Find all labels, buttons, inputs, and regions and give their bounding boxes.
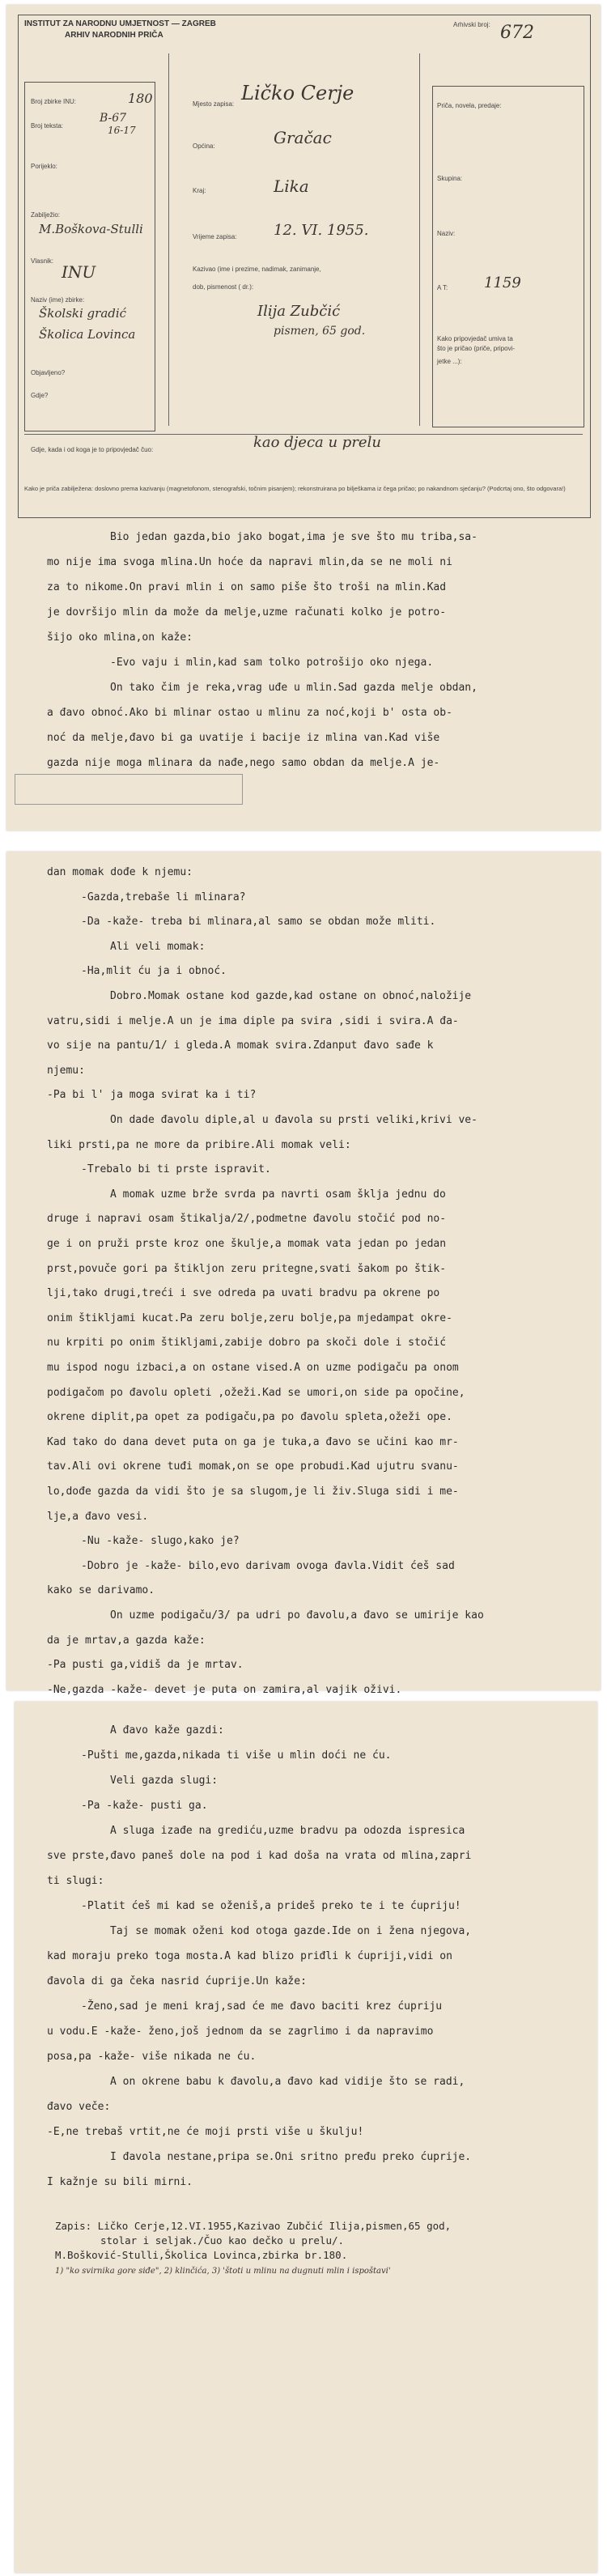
region-label: Kraj: <box>193 187 206 194</box>
text-line: -Trebalo bi ti prste ispravit. <box>81 1163 271 1176</box>
text-line: druge i napravi osam štikalja/2/,podmetne đavolu stočić pod no- <box>47 1213 447 1226</box>
text-line: -Ha,mlit ću ja i obnoć. <box>81 965 227 978</box>
text-line: On uzme podigaču/3/ pa udri po đavolu,a đavo se umirije kao <box>110 1609 484 1622</box>
origin-label: Porijeklo: <box>31 163 57 170</box>
text-line: liki prsti,pa ne more da pribire.Ali momak veli: <box>47 1138 351 1151</box>
text-line: ti slugi: <box>47 1875 104 1887</box>
text-line: Bio jedan gazda,bio jako bogat,ima je sve što mu triba,sa- <box>110 531 478 543</box>
text-line: -Da -kaže- treba bi mlinara,al samo se obdan može mliti. <box>81 916 436 929</box>
narrator-label: Kazivao (ime i prezime, nadimak, zanimanje, <box>193 266 321 273</box>
place-label: Mjesto zapisa: <box>193 100 235 108</box>
text-line: je dovršijo mlin da može da melje,uzme računati kolko je potro- <box>47 606 447 618</box>
divider-col1 <box>168 53 169 426</box>
text-line: -Nu -kaže- slugo,kako je? <box>81 1535 240 1548</box>
page-3 <box>0 1702 607 2574</box>
text-line: vo sije na pantu/1/ i gleda.A momak svira.Zdanput đavo sađe k <box>47 1039 434 1052</box>
text-no-label: Broj teksta: <box>31 122 64 130</box>
page-1-text <box>6 531 601 798</box>
text-no-value: B-67 <box>100 112 127 125</box>
collection-no-value: 180 <box>128 91 153 106</box>
text-line: tav.Ali ovi okrene tuđi momak,on se ope probudi.Kad ujutru svanu- <box>47 1460 459 1473</box>
text-line: okrene diplit,pa opet za podigaču,pa po đavolu spleta,ožeži ope. <box>47 1411 452 1424</box>
place-value: Ličko Cerje <box>241 82 354 104</box>
text-line: A on okrene babu k đavolu,a đavo kad vidije što se radi, <box>110 2076 465 2088</box>
text-no-value-2: 16-17 <box>108 125 136 136</box>
page-3-sheet <box>15 1702 597 2573</box>
text-line: -Platit ćeš mi kad se oženiš,a prideš preko te i te ćupriju! <box>81 1900 461 1912</box>
text-line: -Ne,gazda -kaže- devet je puta on zamira,al vajik oživi. <box>47 1683 402 1696</box>
text-line: -Gazda,trebaše li mlinara? <box>81 891 246 903</box>
form-sheet <box>6 5 601 831</box>
text-line: za to nikome.On pravi mlin i on samo piše što troši na mlin.Kad <box>47 581 447 593</box>
text-line: -Pa bi l' ja moga svirat ka i ti? <box>47 1089 257 1102</box>
text-line: vatru,sidi i melje.A un je ima diple pa svira ,sidi i svira.A đa- <box>47 1014 459 1027</box>
record-line-1: Zapis: Ličko Cerje,12.VI.1955,Kazivao Zubčić Ilija,pismen,65 god, <box>55 2220 452 2232</box>
text-line: sve prste,đavo paneš dole na pod i kad doša na vrata od mlina,zapri <box>47 1850 472 1862</box>
text-line: dan momak dođe k njemu: <box>47 866 193 878</box>
storyteller-value: INU <box>62 262 96 282</box>
time-value: 12. VI. 1955. <box>274 222 369 239</box>
text-line: I đavola nestane,pripa se.Oni sritno pređu preko ćuprije. <box>110 2151 472 2163</box>
institute-name: INSTITUT ZA NARODNU UMJETNOST — ZAGREB <box>24 19 216 28</box>
where-label: Gdje? <box>31 392 49 399</box>
text-line: A sluga izađe na grediću,uzme bradvu pa odozda ispresica <box>110 1825 465 1837</box>
storyteller-label: Vlasnik: <box>31 257 54 265</box>
text-line: -Pa -kaže- pusti ga. <box>81 1800 208 1812</box>
municipality-value: Gračac <box>274 128 332 147</box>
text-line: gazda nije moga mlinara da nađe,nego samo obdan da melje.A je- <box>47 757 440 769</box>
page-3-text <box>15 1724 597 2291</box>
text-line: a đavo obnoć.Ako bi mlinar ostao u mlinu za noć,koji b' osta ob- <box>47 707 452 719</box>
collector-value: M.Boškova-Stulli <box>39 222 143 236</box>
school-label: Naziv (ime) zbirke: <box>31 296 85 304</box>
text-line: Taj se momak oženi kod otoga gazde.Ide on i žena njegova, <box>110 1925 472 1937</box>
narrator-value-2: pismen, 65 god. <box>274 325 366 338</box>
page-2-sheet <box>6 852 601 1696</box>
municipality-label: Općina: <box>193 142 215 150</box>
text-line: On dade đavolu diple,al u đavola su prsti veliki,krivi ve- <box>110 1114 478 1126</box>
record-line-3: M.Bošković-Stulli,Školica Lovinca,zbirka br.180. <box>55 2249 348 2261</box>
page-2-text <box>6 866 601 1696</box>
text-line: nu krpiti po onim štikljami,zabije dobro pa skoči dole i stočić <box>47 1337 447 1350</box>
text-line: Dobro.Momak ostane kod gazde,kad ostane on obnoć,naložije <box>110 990 472 1002</box>
when-value: kao djeca u prelu <box>253 434 381 451</box>
note-label-3: jetke ...): <box>437 358 462 365</box>
right-column-box <box>432 86 584 427</box>
archive-no-label: Arhivski broj: <box>453 21 490 28</box>
text-line: lji,tako drugi,treći i sve odreda pa uvati bradvu pa okrene po <box>47 1287 440 1300</box>
text-line: lje,a đavo vesi. <box>47 1510 149 1523</box>
text-line: u vodu.E -kaže- ženo,još jednom da se zagrlimo i da napravimo <box>47 2026 434 2038</box>
divider-col2 <box>419 53 420 426</box>
text-line: -Dobro je -kaže- bilo,evo darivam ovoga đavla.Vidit ćeš sad <box>81 1559 455 1572</box>
collector-label: Zabilježio: <box>31 211 61 219</box>
page-1 <box>0 0 607 834</box>
archive-name: ARHIV NARODNIH PRIČA <box>65 31 163 40</box>
text-line: kako se darivamo. <box>47 1584 155 1597</box>
text-line: Kad tako do dana devet puta on ga je tuka,a đavo se učini kao mr- <box>47 1435 459 1448</box>
text-line: njemu: <box>47 1064 85 1077</box>
text-line: kad moraju preko toga mosta.A kad blizo priđli k ćupriji,vidi on <box>47 1950 452 1962</box>
how-recorded-label: Kako je priča zabilježena: doslovno prema kazivanju (magnetofonom, stenografski, točnim pisanjem); rekonstruirana po bilješkama iz čega pričao; po nakandnom sjećanju? (Podcrtaj ono, što odgovara!) <box>24 485 566 492</box>
text-line: -Pušti me,gazda,nikada ti više u mlin doći ne ću. <box>81 1749 392 1762</box>
narrator-value: Ilija Zubčić <box>257 303 341 320</box>
at-value: 1159 <box>484 274 521 291</box>
collection-no-label: Broj zbirke INU: <box>31 98 77 105</box>
text-line: posa,pa -kaže- više nikada ne ću. <box>47 2051 257 2063</box>
note-label-2: što je pričao (priče, pripovi- <box>437 345 516 352</box>
text-line: A momak uzme brže svrda pa navrti osam šklja jednu do <box>110 1188 446 1201</box>
text-line: da je mrtav,a gazda kaže: <box>47 1634 206 1647</box>
when-label: Gdje, kada i od koga je to pripovjedač čuo: <box>31 446 154 453</box>
text-line: mo nije ima svoga mlina.Un hoće da napravi mlin,da se ne moli ni <box>47 556 452 568</box>
text-line: I kažnje su bili mirni. <box>47 2176 193 2188</box>
time-label: Vrijeme zapisa: <box>193 233 237 240</box>
text-line: đavola di ga čeka nasrid ćuprije.Un kaže: <box>47 1975 307 1987</box>
name-label: Naziv: <box>437 230 456 237</box>
text-line: podigačom po đavolu opleti ,ožeži.Kad se umori,on side pa opočine, <box>47 1386 465 1399</box>
text-line: onim štikljami kucat.Pa zeru bolje,zeru bolje,pa mjedampat okre- <box>47 1311 452 1324</box>
text-line: Ali veli momak: <box>110 940 206 953</box>
text-line: Veli gazda slugi: <box>110 1775 219 1787</box>
text-line: mu ispod nogu izbaci,a on ostane vised.A on uzme podigaču pa onom <box>47 1362 459 1374</box>
region-value: Lika <box>274 176 309 196</box>
archive-no-value: 672 <box>500 23 534 43</box>
text-line: -Evo vaju i mlin,kad sam tolko potrošijo oko njega. <box>110 657 434 669</box>
subgroup-label: Skupina: <box>437 175 463 182</box>
text-line: -Pa pusti ga,vidiš da je mrtav. <box>47 1659 244 1672</box>
note-label-1: Kako pripovjedač umiva ta <box>437 335 513 342</box>
text-line: -E,ne trebaš vrtit,ne će moji prsti više u škulju! <box>47 2126 364 2138</box>
story-type-label: Priča, novela, predaje: <box>437 102 502 109</box>
text-line: noć da melje,đavo bi ga uvatije i bacije iz mlina van.Kad više <box>47 732 440 744</box>
text-line: ge i on pruži prste kroz one škulje,a momak vata jedan po jedan <box>47 1238 447 1250</box>
published-label: Objavljeno? <box>31 369 66 376</box>
page-2 <box>0 852 607 1694</box>
text-end-box <box>15 774 243 805</box>
at-label: A T: <box>437 284 448 291</box>
record-line-2: stolar i seljak./Čuo kao dečko u prelu/. <box>100 2234 345 2247</box>
text-line: lo,dođe gazda da vidi što je sa slugom,je li živ.Sluga sidi i me- <box>47 1486 459 1498</box>
text-line: A đavo kaže gazdi: <box>110 1724 224 1736</box>
narrator-label-2: dob, pismenost ( dr.): <box>193 283 254 291</box>
school-value-2: Školica Lovinca <box>39 327 136 342</box>
text-line: On tako čim je reka,vrag uđe u mlin.Sad gazda melje obdan, <box>110 682 478 694</box>
footnote: 1) "ko svirnika gore siđe", 2) klinčića, 3) 'štoti u mlinu na dugnuti mlin i ispoštavi' <box>55 2267 391 2276</box>
text-line: šijo oko mlina,on kaže: <box>47 631 193 644</box>
text-line: -Ženo,sad je meni kraj,sad će me đavo baciti krez ćupriju <box>81 2000 443 2013</box>
text-line: prst,povuče gori pa štikljon zeru pritegne,svati šakom po štik- <box>47 1262 447 1275</box>
text-line: đavo veče: <box>47 2101 111 2113</box>
school-value: Školski gradić <box>39 306 127 321</box>
